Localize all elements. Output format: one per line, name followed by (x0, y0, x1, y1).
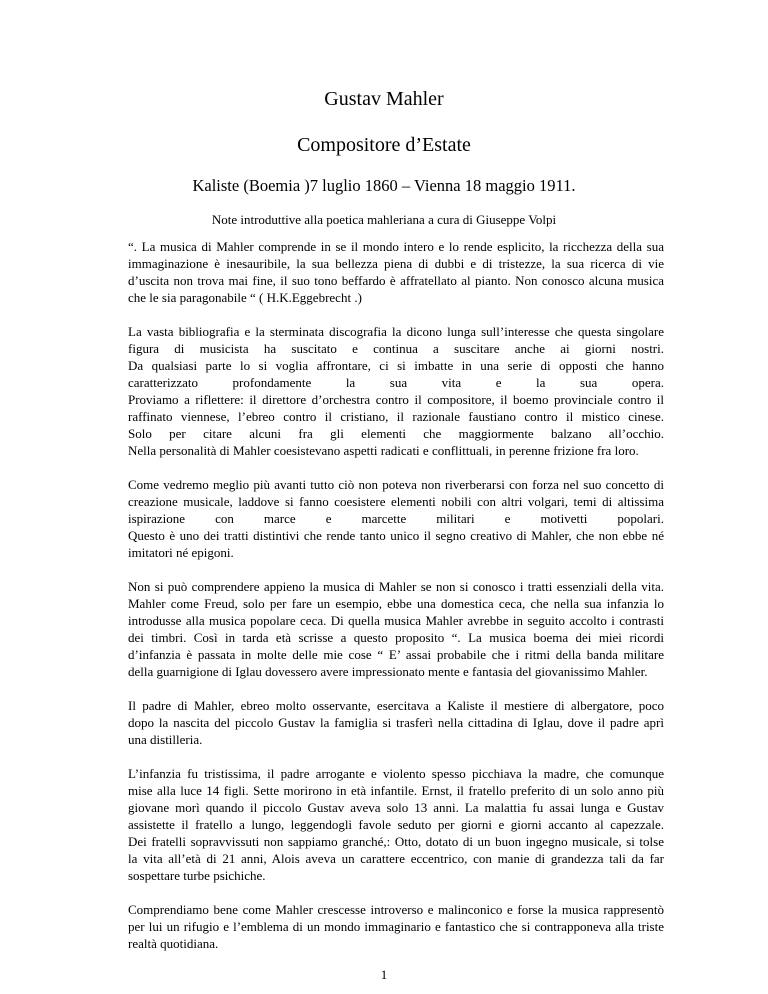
paragraph-line: Dei fratelli sopravvissuti non sappiamo granché,: Otto, dotato di un buon ingegno musicale, si tolse (128, 834, 664, 849)
paragraph-line: d’infanzia è passata in molte delle mie cose “ E’ assai probabile che i ritmi della banda militare (128, 647, 664, 662)
document-dates: Kaliste (Boemia )7 luglio 1860 – Vienna 18 maggio 1911. (192, 176, 576, 195)
paragraph-line: La vasta bibliografia e la sterminata discografia la dicono lunga sull’interesse che questa singolare (128, 324, 664, 339)
paragraph-line: creazione musicale, laddove si fanno coesistere elementi nobili con altri volgari, temi di altissima (128, 494, 664, 509)
paragraph (128, 323, 664, 459)
page-number: 1 (380, 967, 388, 982)
paragraph-line: d’uscita non trova mai fine, il suo tono beffardo è affratellato al pianto. Non conosco alcuna musica (128, 273, 664, 288)
paragraph-line: introdusse alla musica popolare ceca. Di quella musica Mahler avrebbe in seguito accolto i contrasti (128, 613, 664, 628)
paragraph-line: Questo è uno dei tratti distintivi che rende tanto unico il segno creativo di Mahler, che non ebbe né (128, 528, 664, 543)
paragraph-line: Solo per citare alcuni fra gli elementi che maggiormente balzano all’occhio. (128, 426, 664, 441)
paragraph-line: della guarnigione di Iglau dovessero avere impressionato mente e fantasia del giovanissimo Mahler. (128, 664, 648, 679)
paragraph-line: caratterizzato profondamente la sua vita e la sua opera. (128, 375, 664, 390)
paragraph-line: giovane morì quando il piccolo Gustav aveva solo 13 anni. La malattia fu assai lunga e Gustav (128, 800, 664, 815)
paragraph-line: assistette il fratello a lungo, leggendogli favole seduto per giorni e giorni accanto al capezzale. (128, 817, 664, 832)
paragraph-line: Da qualsiasi parte lo si voglia affrontare, ci si imbatte in una serie di opposti che hanno (128, 358, 664, 373)
paragraph-line: realtà quotidiana. (128, 936, 219, 951)
paragraph-line: la vita all’età di 21 anni, Alois aveva un carattere eccentrico, con manie di grandezza tali da far (128, 851, 664, 866)
paragraph-line: per lui un rifugio e l’emblema di un mondo immaginario e fantastico che si contrapponeva alla triste (128, 919, 664, 934)
document-title: Gustav Mahler (324, 88, 444, 110)
paragraph-line: “. La musica di Mahler comprende in se il mondo intero e lo rende esplicito, la ricchezza della sua (128, 239, 664, 254)
document-credits: Note introduttive alla poetica mahleriana a cura di Giuseppe Volpi (211, 212, 557, 227)
paragraph-line: Non si può comprendere appieno la musica di Mahler se non si conosco i tratti essenziali della vita. (128, 579, 664, 594)
paragraph (128, 765, 664, 884)
document-subtitle: Compositore d’Estate (297, 134, 471, 156)
paragraph-line: L’infanzia fu tristissima, il padre arrogante e violento spesso picchiava la madre, che comunque (128, 766, 664, 781)
paragraph-line: Il padre di Mahler, ebreo molto osservante, esercitava a Kaliste il mestiere di albergatore, poco (128, 698, 664, 713)
paragraph-line: dopo la nascita del piccolo Gustav la famiglia si trasferì nella cittadina di Iglau, dove il padre aprì (128, 715, 664, 730)
paragraph-line: Nella personalità di Mahler coesistevano aspetti radicati e conflittuali, in perenne frizione fra loro. (128, 443, 639, 458)
document-body (128, 238, 664, 969)
paragraph-line: una distilleria. (128, 732, 203, 747)
paragraph-line: Come vedremo meglio più avanti tutto ciò non poteva non riverberarsi con forza nel suo concetto di (128, 477, 664, 492)
paragraph-line: che le sia paragonabile “ ( H.K.Eggebrecht .) (128, 290, 362, 305)
paragraph-line: Comprendiamo bene come Mahler crescesse introverso e malinconico e forse la musica rappresentò (128, 902, 664, 917)
paragraph-line: figura di musicista ha suscitato e continua a suscitare anche ai giorni nostri. (128, 341, 664, 356)
paragraph (128, 697, 664, 748)
paragraph-line: ispirazione con marce e marcette militari e motivetti popolari. (128, 511, 664, 526)
paragraph (128, 476, 664, 561)
paragraph-line: sospettare turbe psichiche. (128, 868, 266, 883)
paragraph-line: raffinato viennese, l’ebreo contro il cristiano, il razionale faustiano contro il mistico cinese. (128, 409, 664, 424)
paragraph-line: dei timbri. Così in tarda età scrisse a questo proposito “. La musica boema dei miei ricordi (128, 630, 664, 645)
paragraph-line: imitatori né epigoni. (128, 545, 234, 560)
paragraph-line: Proviamo a riflettere: il direttore d’orchestra contro il compositore, il boemo provinciale contro il (128, 392, 664, 407)
paragraph (128, 901, 664, 952)
paragraph-line: immaginazione è inesauribile, la sua bellezza piena di dubbi e di tristezze, la sua ricerca di vie (128, 256, 664, 271)
paragraph (128, 578, 664, 680)
paragraph (128, 238, 664, 306)
paragraph-line: mise alla luce 14 figli. Sette morirono in età infantile. Ernst, il fratello preferito di un solo anno più (128, 783, 664, 798)
paragraph-line: Mahler come Freud, solo per fare un esempio, ebbe una domestica ceca, che nella sua infanzia lo (128, 596, 664, 611)
